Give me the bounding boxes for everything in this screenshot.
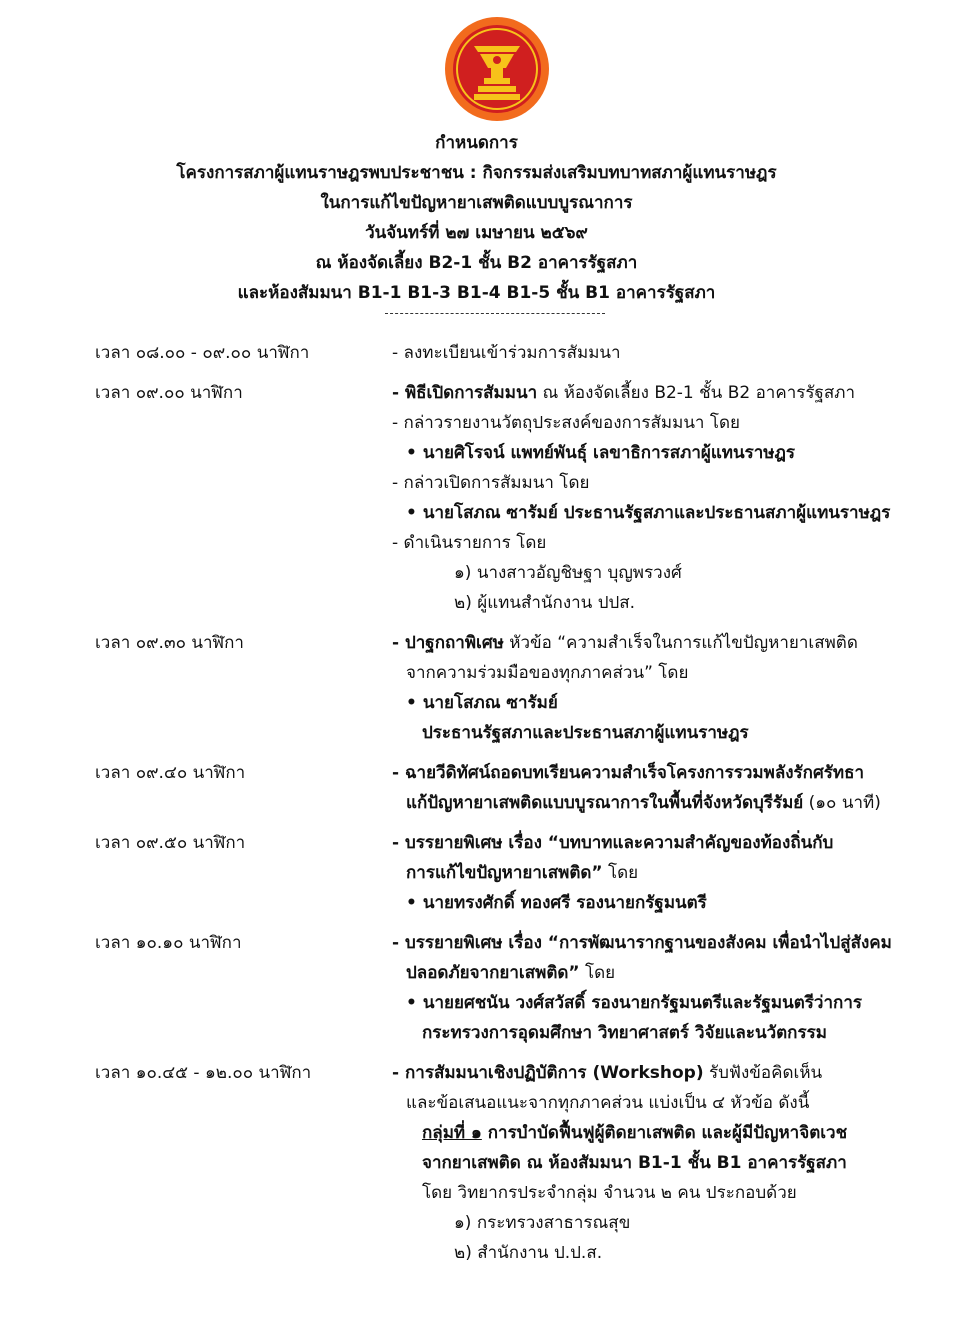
group-speaker-item: ๑) กระทรวงสาธารณสุข [454,1213,631,1233]
schedule-item-title: - ปาฐกถาพิเศษ [392,633,504,653]
schedule-item-title: - การสัมมนาเชิงปฏิบัติการ (Workshop) [392,1063,704,1083]
schedule-row [0,628,953,748]
schedule-time: เวลา ๐๙.๔๐ นาฬิกา [95,763,246,783]
schedule-time: เวลา ๐๙.๐๐ นาฬิกา [95,383,243,403]
schedule-item-detail: รับฟังข้อคิดเห็น [703,1063,823,1083]
schedule-subitem: - ดำเนินรายการ โดย [392,533,547,553]
group-speaker-item: ๒) สำนักงาน ป.ป.ส. [454,1243,603,1263]
schedule-item-title: การแก้ไขปัญหายาเสพติด” [406,863,603,883]
group-topic: จากยาเสพติด ณ ห้องสัมมนา B1-1 ชั้น B1 อาคารรัฐสภา [422,1153,847,1173]
header-date: วันจันทร์ที่ ๒๗ เมษายน ๒๕๖๙ [365,223,588,243]
schedule-item-title: ปลอดภัยจากยาเสพติด” [406,963,580,983]
schedule-time: เวลา ๐๘.๐๐ - ๐๙.๐๐ นาฬิกา [95,343,310,363]
parliament-seal-logo [444,16,550,122]
schedule-item-title: - บรรยายพิเศษ เรื่อง “บทบาทและความสำคัญของท้องถิ่นกับ [392,833,834,853]
group-label: กลุ่มที่ ๑ [422,1123,482,1143]
speaker-line: • นายทรงศักดิ์ ทองศรี รองนายกรัฐมนตรี [392,888,912,918]
header-venue-2: และห้องสัมมนา B1-1 B1-3 B1-4 B1-5 ชั้น B1 อาคารรัฐสภา [237,283,716,303]
header-title: กำหนดการ [435,133,518,153]
moderator-line: ๒) ผู้แทนสำนักงาน ปปส. [454,593,636,613]
schedule-item-title: - พิธีเปิดการสัมมนา [392,383,538,403]
speaker-line: • นายยศชนัน วงศ์สวัสดิ์ รองนายกรัฐมนตรีและรัฐมนตรีว่าการ [392,988,912,1018]
schedule-row [0,758,953,818]
schedule-item-title: แก้ปัญหายาเสพติดแบบบูรณาการในพื้นที่จังหวัดบุรีรัมย์ [406,793,804,813]
header-venue-1: ณ ห้องจัดเลี้ยง B2-1 ชั้น B2 อาคารรัฐสภา [315,253,638,273]
schedule-time: เวลา ๑๐.๑๐ นาฬิกา [95,933,242,953]
header-project: โครงการสภาผู้แทนราษฎรพบประชาชน : กิจกรรมส่งเสริมบทบาทสภาผู้แทนราษฎร [176,163,777,183]
schedule-time: เวลา ๐๙.๕๐ นาฬิกา [95,833,246,853]
schedule-item-detail: และข้อเสนอแนะจากทุกภาคส่วน แบ่งเป็น ๔ หัวข้อ ดังนี้ [406,1093,810,1113]
moderator-line: ๑) นางสาวอัญชิษฐา บุญพรวงศ์ [454,563,682,583]
schedule-item-title: - ฉายวีดิทัศน์ถอดบทเรียนความสำเร็จโครงการรวมพลังรักศรัทธา [392,763,865,783]
speaker-title: กระทรวงการอุดมศึกษา วิทยาศาสตร์ วิจัยและนวัตกรรม [422,1023,827,1043]
group-topic: การบำบัดฟื้นฟูผู้ติดยาเสพติด และผู้มีปัญหาจิตเวช [481,1123,848,1143]
schedule-subitem: - กล่าวรายงานวัตถุประสงค์ของการสัมมนา โดย [392,413,741,433]
schedule-item-detail: โดย [602,863,639,883]
schedule-item-detail: โดย [579,963,616,983]
header-divider [385,313,605,314]
document-header [0,128,953,308]
schedule-row [0,828,953,918]
schedule-row [0,928,953,1048]
schedule-list [0,338,953,1278]
speaker-title: ประธานรัฐสภาและประธานสภาผู้แทนราษฎร [422,723,749,743]
schedule-item-title: - บรรยายพิเศษ เรื่อง “การพัฒนารากฐานของสังคม เพื่อนำไปสู่สังคม [392,933,892,953]
schedule-row [0,338,953,368]
schedule-item-detail: (๑๐ นาที) [803,793,881,813]
schedule-item-detail: หัวข้อ “ความสำเร็จในการแก้ไขปัญหายาเสพติด [503,633,858,653]
schedule-row [0,378,953,618]
header-subject: ในการแก้ไขปัญหายาเสพติดแบบบูรณาการ [320,193,633,213]
speaker-line: • นายศิโรจน์ แพทย์พันธุ์ เลขาธิการสภาผู้แทนราษฎร [392,438,912,468]
speaker-line: • นายโสภณ ซารัมย์ ประธานรัฐสภาและประธานสภาผู้แทนราษฎร [392,498,912,528]
schedule-item-detail: จากความร่วมมือของทุกภาคส่วน” โดย [406,663,689,683]
schedule-time: เวลา ๑๐.๔๕ - ๑๒.๐๐ นาฬิกา [95,1063,312,1083]
schedule-time: เวลา ๐๙.๓๐ นาฬิกา [95,633,244,653]
schedule-item: - ลงทะเบียนเข้าร่วมการสัมมนา [392,343,621,363]
schedule-subitem: - กล่าวเปิดการสัมมนา โดย [392,473,590,493]
schedule-row [0,1058,953,1268]
group-speakers: โดย วิทยากรประจำกลุ่ม จำนวน ๒ คน ประกอบด้วย [422,1183,797,1203]
schedule-item-detail: ณ ห้องจัดเลี้ยง B2-1 ชั้น B2 อาคารรัฐสภา [537,383,856,403]
speaker-line: • นายโสภณ ซารัมย์ [392,688,912,718]
